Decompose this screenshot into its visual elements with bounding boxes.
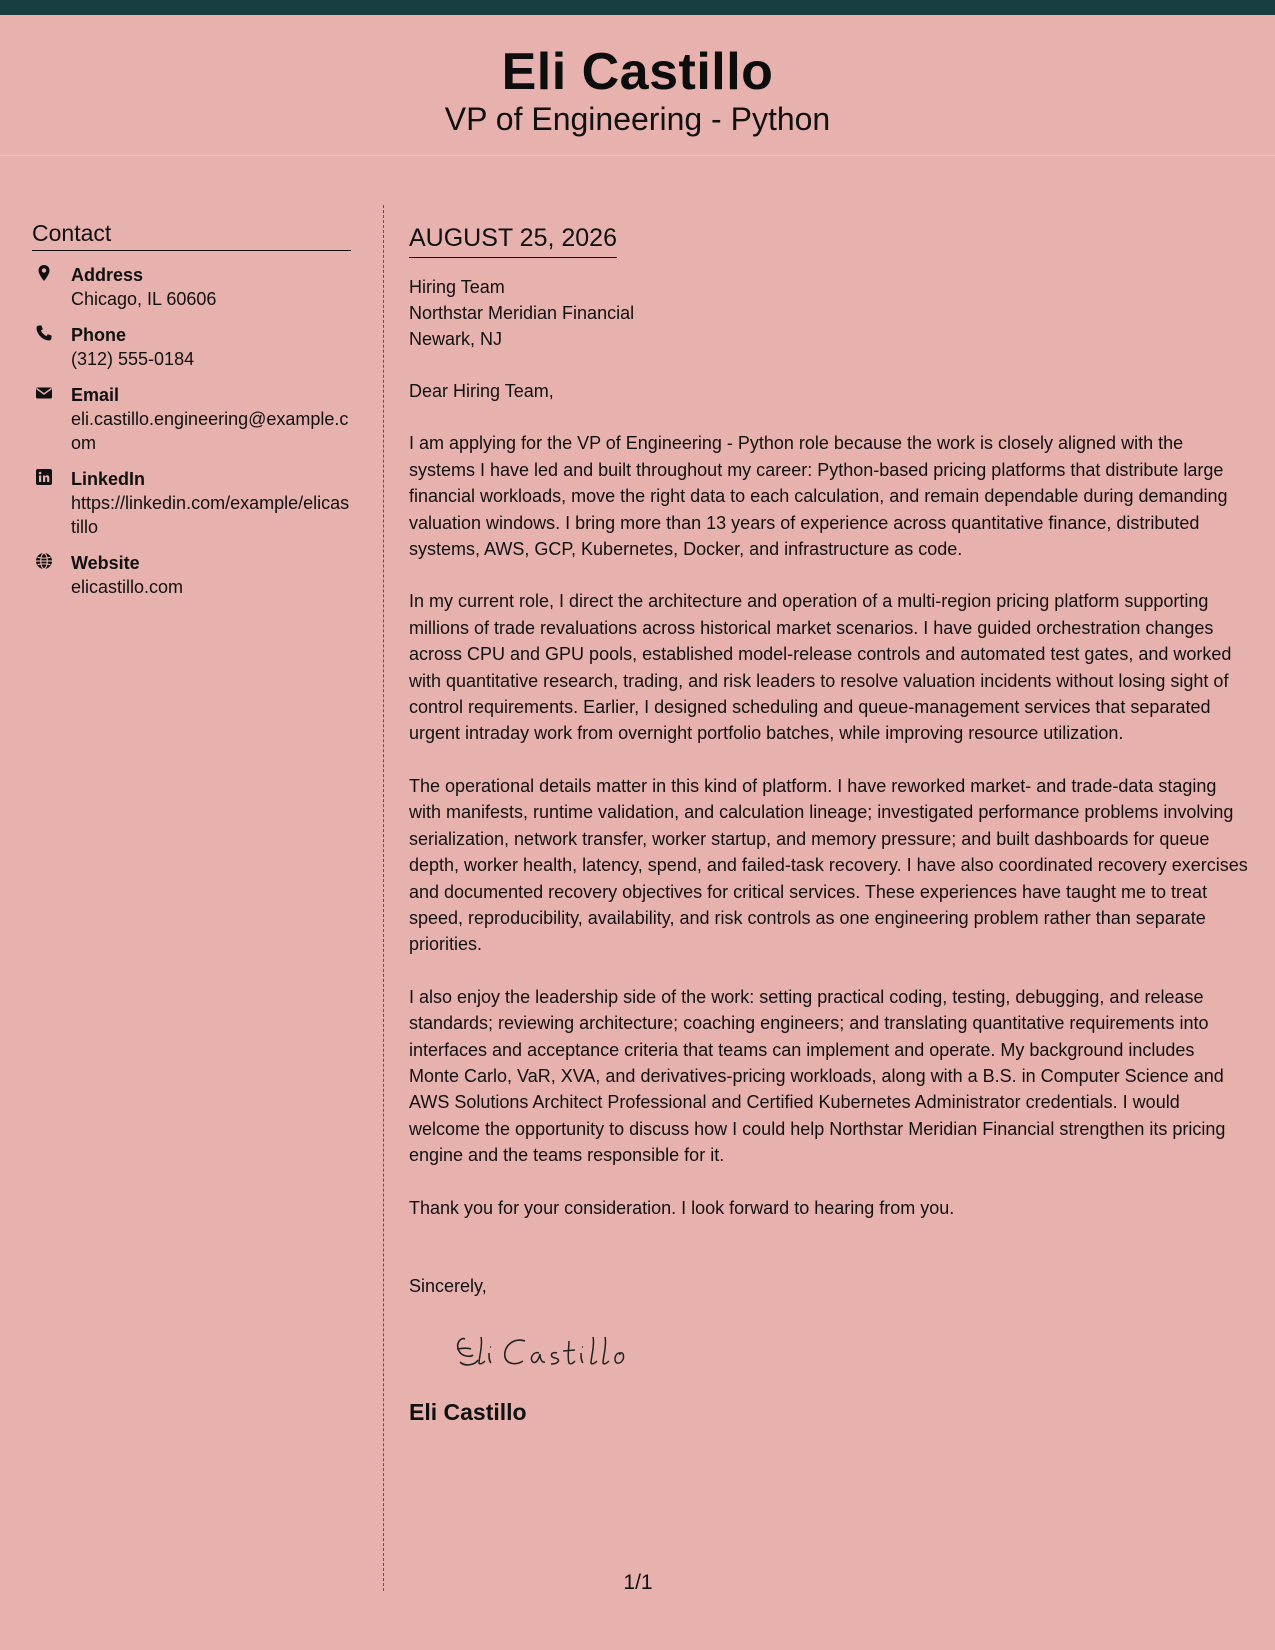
phone-icon bbox=[35, 324, 53, 342]
contact-value: https://linkedin.com/example/elicastillo bbox=[71, 493, 350, 537]
handwritten-signature bbox=[451, 1327, 1249, 1377]
letter-greeting: Dear Hiring Team, bbox=[409, 381, 554, 401]
resume-header bbox=[0, 15, 1275, 156]
recipient-line: Hiring Team bbox=[409, 277, 505, 297]
contact-heading: Contact bbox=[32, 218, 351, 251]
letter-closing: Sincerely, bbox=[409, 1275, 487, 1296]
letter-paragraph: I also enjoy the leadership side of the work: setting practical coding, testing, debugging, and release standards; reviewing architecture; coaching engineers; and translating quantitative requirements into interfaces and acceptance criteria that teams can implement and operate. My background includes Monte Carlo, VaR, XVA, and derivatives-pricing workloads, along with a B.S. in Computer Science and AWS Solutions Architect Professional and Certified Kubernetes Administrator credentials. I would welcome the opportunity to discuss how I could help Northstar Meridian Financial strengthen its pricing engine and the teams responsible for it. bbox=[409, 986, 1226, 1166]
page-number: 1/1 bbox=[623, 1571, 653, 1594]
letter-paragraph: In my current role, I direct the architecture and operation of a multi-region pricing platform supporting millions of trade revaluations across historical market scenarios. I have guided orchestration changes across CPU and GPU pools, established model-release controls and automated test gates, and worked with quantitative research, trading, and risk leaders to resolve valuation incidents without losing sight of control requirements. Earlier, I designed scheduling and queue-management services that separated urgent intraday work from overnight portfolio batches, while improving resource utilization. bbox=[409, 591, 1232, 744]
cover-letter-body bbox=[409, 222, 1249, 1427]
contact-label: Phone bbox=[71, 325, 127, 345]
recipient-line: Northstar Meridian Financial bbox=[409, 303, 635, 323]
letter-paragraph: The operational details matter in this kind of platform. I have reworked market- and trade-data staging with manifests, runtime validation, and calculation lineage; investigated performance problems involving serialization, network transfer, worker startup, and memory pressure; and built dashboards for queue depth, worker health, latency, spend, and failed-task recovery. I have also coordinated recovery exercises and documented recovery objectives for critical services. These experiences have taught me to treat speed, reproducibility, availability, and risk controls as one engineering problem rather than separate priorities. bbox=[409, 775, 1248, 955]
job-title: VP of Engineering - Python bbox=[444, 101, 831, 137]
contact-value: elicastillo.com bbox=[71, 577, 184, 597]
top-accent-bar bbox=[0, 0, 1275, 15]
contact-item-address bbox=[32, 263, 351, 311]
letter-date: AUGUST 25, 2026 bbox=[409, 222, 617, 258]
letter-paragraph: I am applying for the VP of Engineering - Python role because the work is closely aligned with the systems I have led and built throughout my career: Python-based pricing platforms that distribute large financial workloads, move the right data to each calculation, and remain dependable during demanding valuation windows. I bring more than 13 years of experience across quantitative finance, distributed systems, AWS, GCP, Kubernetes, Docker, and infrastructure as code. bbox=[409, 433, 1228, 560]
contact-item-phone bbox=[32, 323, 351, 371]
letter-paragraph: Thank you for your consideration. I look forward to hearing from you. bbox=[409, 1197, 955, 1218]
recipient-block bbox=[409, 274, 1249, 352]
column-divider bbox=[383, 205, 384, 1591]
contact-label: Email bbox=[71, 385, 120, 405]
contact-label: Website bbox=[71, 553, 140, 573]
globe-icon bbox=[35, 552, 53, 570]
applicant-name: Eli Castillo bbox=[501, 43, 774, 101]
signed-name: Eli Castillo bbox=[409, 1399, 527, 1426]
contact-item-website bbox=[32, 551, 351, 599]
linkedin-icon bbox=[35, 468, 53, 486]
contact-label: LinkedIn bbox=[71, 469, 146, 489]
contact-sidebar bbox=[32, 218, 351, 611]
map-pin-icon bbox=[35, 264, 53, 282]
contact-value: (312) 555-0184 bbox=[71, 349, 195, 369]
contact-label: Address bbox=[71, 265, 144, 285]
recipient-line: Newark, NJ bbox=[409, 329, 503, 349]
contact-item-email bbox=[32, 383, 351, 455]
contact-value: Chicago, IL 60606 bbox=[71, 289, 217, 309]
envelope-icon bbox=[35, 384, 53, 402]
contact-item-linkedin bbox=[32, 467, 351, 539]
contact-value: eli.castillo.engineering@example.com bbox=[71, 409, 349, 453]
